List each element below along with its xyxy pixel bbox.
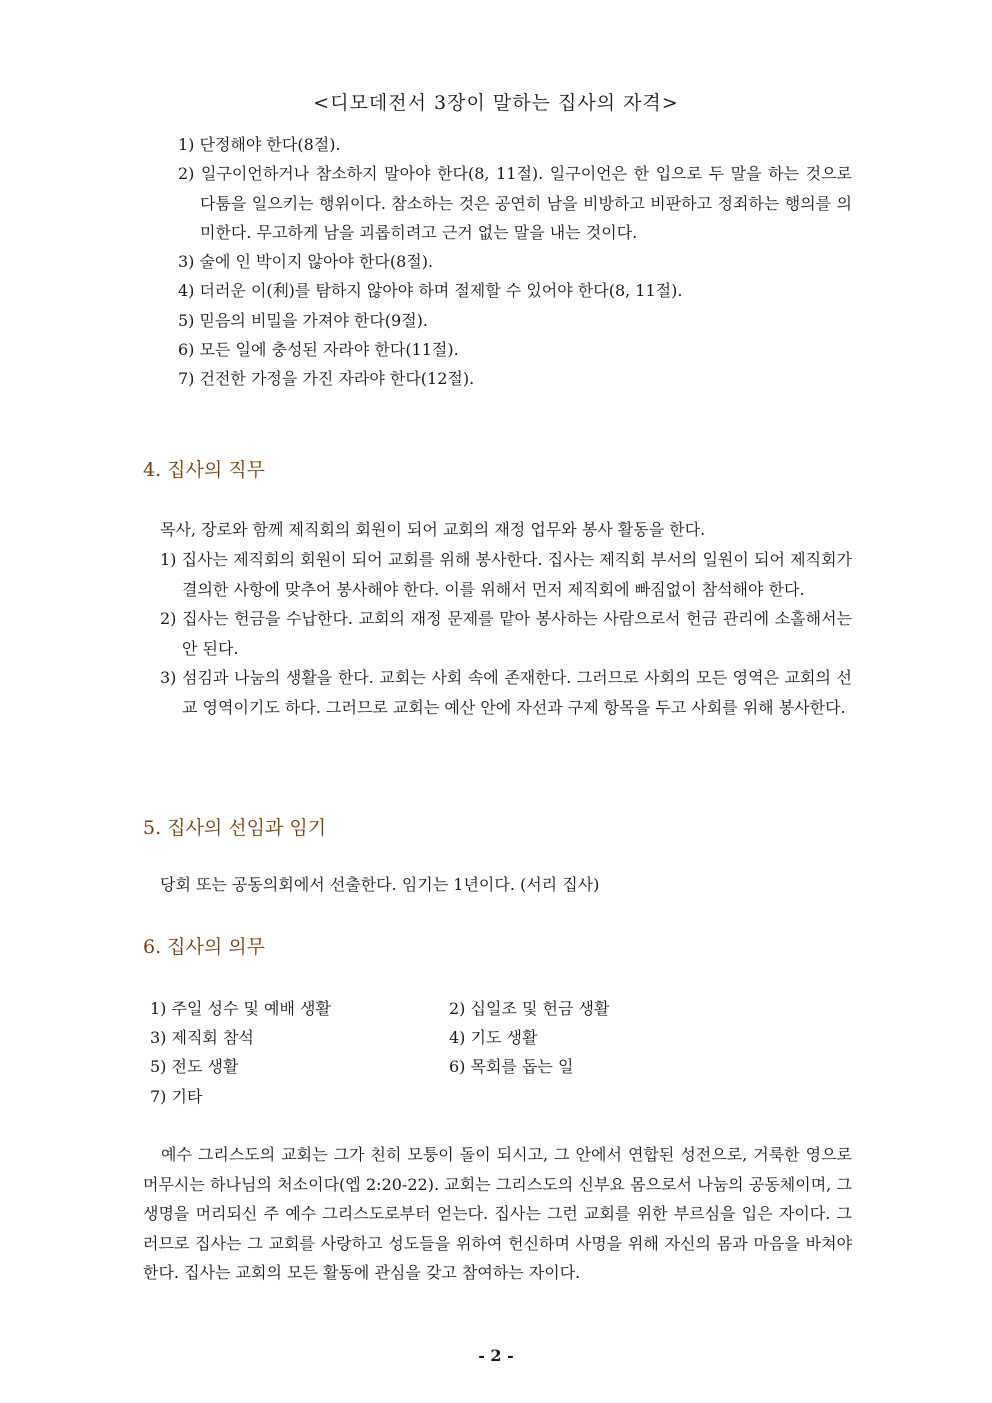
section4-intro: 목사, 장로와 함께 제직회의 회원이 되어 교회의 재정 업무와 봉사 활동을 한다. <box>160 520 706 539</box>
section5-text: 당회 또는 공동의회에서 선출한다. 임기는 1년이다. (서리 집사) <box>160 875 600 894</box>
qualifications-title: <디모데전서 3장이 말하는 집사의 자격> <box>313 92 679 114</box>
obligation-item: 7) 기타 <box>150 1087 203 1106</box>
duty-item: 1) 집사는 제직회의 회원이 되어 교회를 위해 봉사한다. 집사는 제직회 부서의 일원이 되어 제직회가 결의한 사항에 맞추어 봉사해야 한다. 이를 위해서 먼저 제직회에 빠짐없이 참석해야 한다. <box>160 550 852 599</box>
obligation-item: 6) 목회를 돕는 일 <box>449 1057 574 1076</box>
qualification-item: 6) 모든 일에 충성된 자라야 한다(11절). <box>178 340 459 360</box>
section6-heading: 6. 집사의 의무 <box>143 936 265 958</box>
qualification-item: 7) 건전한 가정을 가진 자라야 한다(12절). <box>178 369 475 389</box>
obligation-item: 3) 제직회 참석 <box>150 1028 254 1047</box>
obligation-item: 4) 기도 생활 <box>449 1028 538 1047</box>
section4-heading: 4. 집사의 직무 <box>143 459 265 481</box>
qualification-item: 3) 술에 인 박이지 않아야 한다(8절). <box>178 252 434 272</box>
page-number: - 2 - <box>478 1346 514 1365</box>
obligation-item: 2) 십일조 및 헌금 생활 <box>449 999 610 1018</box>
obligation-item: 5) 전도 생활 <box>150 1057 239 1076</box>
duty-item: 2) 집사는 헌금을 수납한다. 교회의 재정 문제를 맡아 봉사하는 사람으로서 헌금 관리에 소홀해서는 안 된다. <box>160 609 852 658</box>
qualification-item: 4) 더러운 이(利)를 탐하지 않아야 하며 절제할 수 있어야 한다(8, 11절). <box>178 281 683 301</box>
qualifications-list <box>178 130 852 394</box>
section5-heading: 5. 집사의 선임과 임기 <box>143 817 327 839</box>
section4-duty-list <box>160 545 852 722</box>
obligation-item: 1) 주일 성수 및 예배 생활 <box>150 999 331 1018</box>
duty-item: 3) 섬김과 나눔의 생활을 한다. 교회는 사회 속에 존재한다. 그러므로 사회의 모든 영역은 교회의 선교 영역이기도 하다. 그러므로 교회는 예산 안에 자선과 구제 항목을 두고 사회를 위해 봉사한다. <box>160 668 852 717</box>
qualification-item: 1) 단정해야 한다(8절). <box>178 135 341 154</box>
qualification-item: 2) 일구이언하거나 참소하지 말아야 한다(8, 11절). 일구이언은 한 입으로 두 말을 하는 것으로 다툼을 일으키는 행위이다. 참소하는 것은 공연히 남을 비방하고 비판하고 정죄하는 행의를 의미한다. 무고하게 남을 괴롭히려고 근거 없는 말을 내는 것이다. <box>178 164 852 242</box>
closing-paragraph: 예수 그리스도의 교회는 그가 친히 모퉁이 돌이 되시고, 그 안에서 연합된 성전으로, 거룩한 영으로 머무시는 하나님의 처소이다(엡 2:20-22). 교회는 그리스도의 신부요 몸으로서 나눔의 공동체이며, 그 생명을 머리되신 주 예수 그리스도로부터 얻는다. 집사는 그런 교회를 위한 부르심을 입은 자이다. 그러므로 집사는 그 교회를 사랑하고 성도들을 위하여 헌신하며 사명을 위해 자신의 몸과 마음을 바쳐야 한다. 집사는 교회의 모든 활동에 관심을 갖고 참여하는 자이다. <box>143 1145 852 1282</box>
qualification-item: 5) 믿음의 비밀을 가져야 한다(9절). <box>178 310 428 330</box>
